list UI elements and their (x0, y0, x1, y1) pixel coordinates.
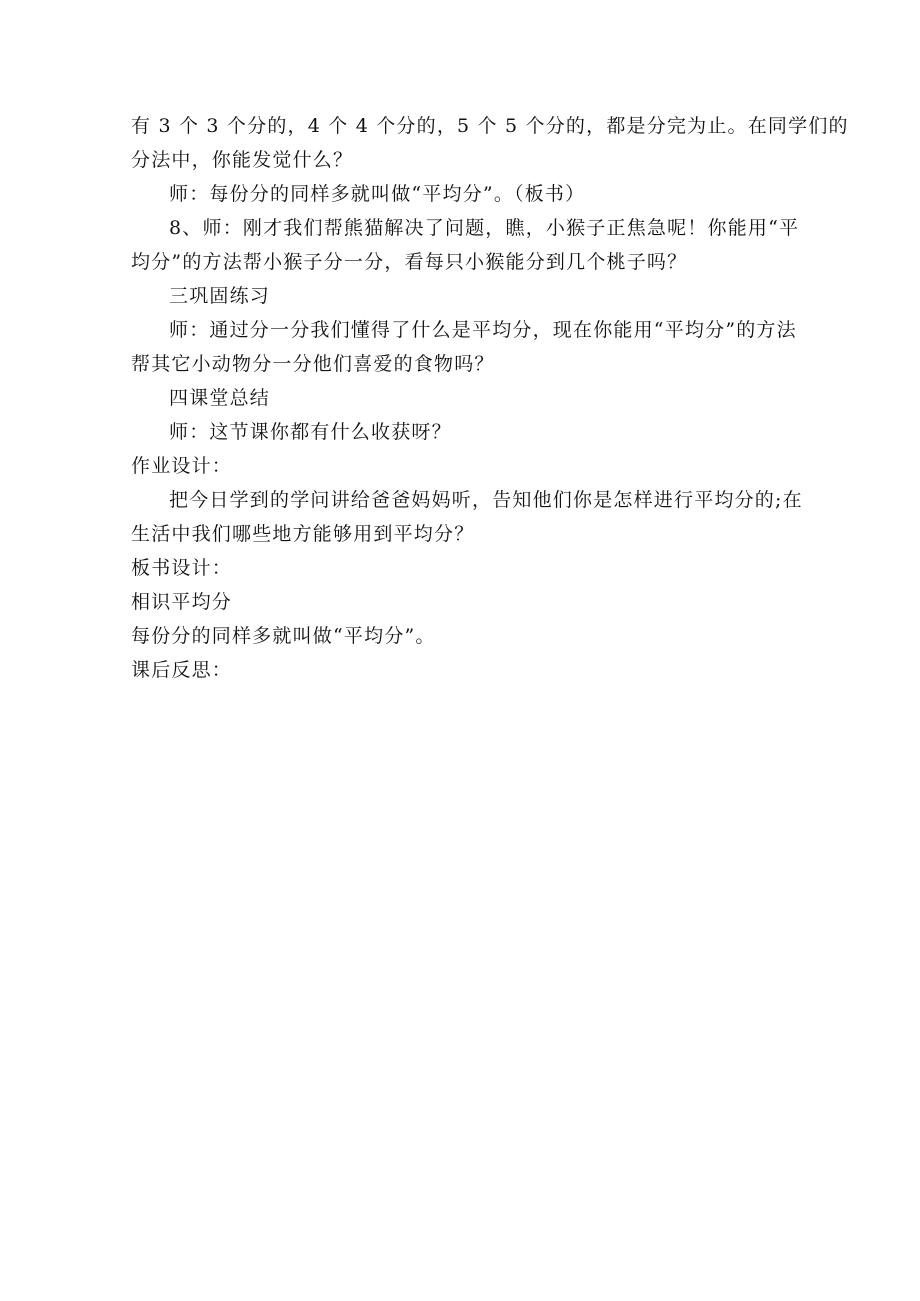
text-line-7: 师：通过分一分我们懂得了什么是平均分，现在你能用“平均分”的方法 (169, 319, 797, 341)
text-line-4: 8、师：刚才我们帮熊猫解决了问题，瞧，小猴子正焦急呢！你能用“平 (169, 217, 800, 239)
section-heading-homework: 作业设计： (131, 455, 233, 477)
text-line-5: 均分”的方法帮小猴子分一分，看每只小猴能分到几个桃子吗？ (131, 251, 688, 273)
text-line-8: 帮其它小动物分一分他们喜爱的食物吗？ (131, 353, 495, 375)
text-line-3: 师：每份分的同样多就叫做“平均分”。（板书） (169, 183, 586, 205)
section-heading-practice: 三巩固练习 (169, 285, 271, 307)
board-title: 相识平均分 (131, 591, 233, 613)
text-line-10: 师：这节课你都有什么收获呀？ (169, 421, 452, 443)
document-page (131, 109, 849, 687)
text-line-2: 分法中，你能发觉什么？ (131, 149, 354, 171)
board-definition: 每份分的同样多就叫做“平均分”。 (131, 625, 436, 647)
section-heading-summary: 四课堂总结 (169, 387, 271, 409)
section-heading-reflection: 课后反思： (131, 659, 233, 681)
text-line-13: 生活中我们哪些地方能够用到平均分？ (131, 523, 475, 545)
text-line-12: 把今日学到的学问讲给爸爸妈妈听，告知他们你是怎样进行平均分的;在 (169, 489, 803, 511)
section-heading-board: 板书设计： (131, 557, 233, 579)
text-line-1: 有 3 个 3 个分的，4 个 4 个分的，5 个 5 个分的，都是分完为止。在同学们的 (131, 115, 849, 137)
